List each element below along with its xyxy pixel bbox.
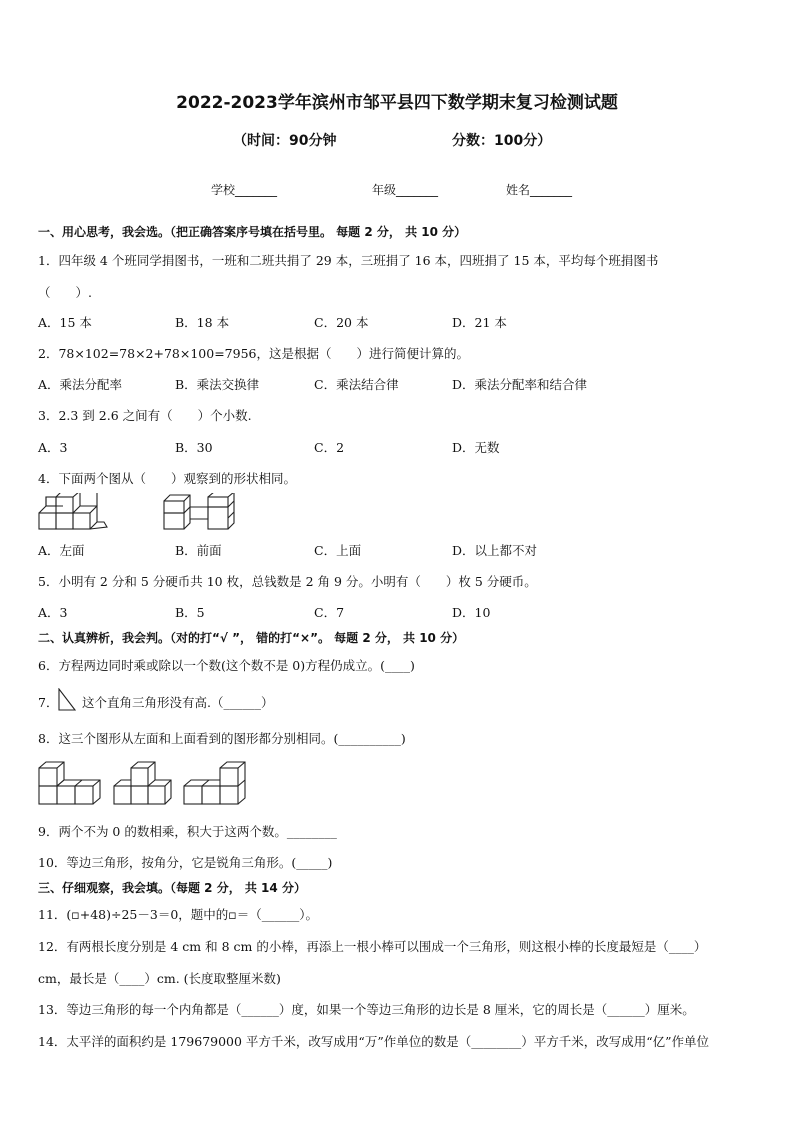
school-field: 学校_______ [211,183,278,197]
page-title: 2022-2023学年滨州市邹平县四下数学期末复习检测试题 [176,93,618,113]
section2-heading: 二、认真辨析，我会判。（对的打“√ ”， 错的打“×”。 每题 2 分， 共 10 分） [38,631,465,645]
q4-option-c: C．上面 [314,543,362,558]
q8-figure-1 [38,760,104,806]
q4-option-b: B．前面 [175,543,222,558]
q1-option-d: D．21 本 [452,315,507,330]
q13-text: 13．等边三角形的每一个内角都是（______）度，如果一个等边三角形的边长是 8 厘米，它的周长是（______）厘米。 [38,1002,695,1017]
q6-text: 6．方程两边同时乘或除以一个数(这个数不是 0)方程仍成立。(____) [38,658,415,673]
q1-option-c: C．20 本 [314,315,369,330]
q2-option-a: A．乘法分配率 [38,377,123,392]
q12-text: 12．有两根长度分别是 4 cm 和 8 cm 的小棒，再添上一根小棒可以围成一个三角形，则这根小棒的长度最短是（____） [38,939,707,954]
q5-option-d: D．10 [452,605,491,620]
q4-text: 4．下面两个图从（ ）观察到的形状相同。 [38,471,296,486]
q5-option-b: B．5 [175,605,205,620]
section3-heading: 三、仔细观察，我会填。（每题 2 分， 共 14 分） [38,881,306,895]
q7-number: 7． [38,695,59,710]
q10-text: 10．等边三角形，按角分，它是锐角三角形。(_____) [38,855,333,870]
q3-text: 3．2.3 到 2.6 之间有（ ）个小数. [38,408,252,423]
q8-figure-2 [113,760,173,806]
q2-option-b: B．乘法交换律 [175,377,260,392]
q4-figure-right [163,493,243,531]
q5-option-c: C．7 [314,605,345,620]
q8-figure-3 [183,760,249,806]
q2-option-d: D．乘法分配率和结合律 [452,377,588,392]
q3-option-d: D．无数 [452,440,500,455]
name-field: 姓名_______ [506,183,573,197]
q2-text: 2．78×102=78×2+78×100=7956，这是根据（ ）进行简便计算的。 [38,346,469,361]
q5-option-a: A．3 [38,605,68,620]
q1-option-b: B．18 本 [175,315,230,330]
q7-text: 这个直角三角形没有高.（______） [82,695,274,710]
q14-text: 14．太平洋的面积约是 179679000 平方千米，改写成用“万”作单位的数是（________）平方千米，改写成用“亿”作单位 [38,1034,709,1049]
q1-option-a: A．15 本 [38,315,92,330]
q5-text: 5．小明有 2 分和 5 分硬币共 10 枚，总钱数是 2 角 9 分。小明有（ ）枚 5 分硬币。 [38,574,537,589]
time-label: （时间：90分钟 [233,133,337,149]
q4-option-d: D．以上都不对 [452,543,538,558]
q1-cont: （ ）. [38,285,92,300]
q9-text: 9．两个不为 0 的数相乘，积大于这两个数。________ [38,824,337,839]
grade-field: 年级_______ [372,183,439,197]
section1-heading: 一、用心思考，我会选。（把正确答案序号填在括号里。 每题 2 分， 共 10 分） [38,225,467,239]
q3-option-c: C．2 [314,440,345,455]
q12-cont: cm，最长是（____）cm. (长度取整厘米数) [38,971,281,986]
q3-option-b: B．30 [175,440,213,455]
q3-option-a: A．3 [38,440,68,455]
q4-option-a: A．左面 [38,543,85,558]
score-label: 分数：100分） [452,133,552,149]
q4-figure-left [38,493,110,531]
q2-option-c: C．乘法结合律 [314,377,399,392]
q1-text: 1．四年级 4 个班同学捐图书，一班和二班共捐了 29 本，三班捐了 16 本，四班捐了 15 本，平均每个班捐图书 [38,253,659,268]
q11-text: 11．(▫+48)÷25－3＝0，题中的▫＝（______）。 [38,907,319,922]
right-triangle-icon [57,688,77,712]
q8-text: 8．这三个图形从左面和上面看到的图形都分别相同。(__________) [38,731,406,746]
